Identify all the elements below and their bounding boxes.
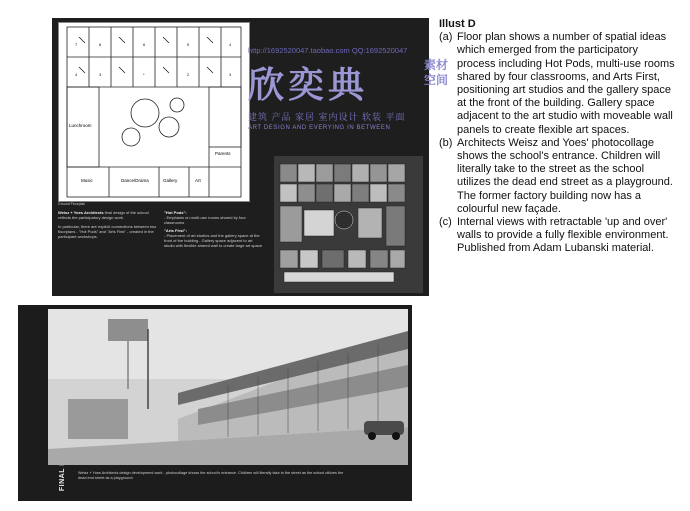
artsfirst-title: "Arts First": bbox=[164, 228, 187, 233]
hotpods-text: - Emphasis on multi-use rooms shared by four classrooms bbox=[164, 215, 246, 225]
item-text: Internal views with retractable 'up and over' walls to provide a fully flexible environment. Published from Adam Lubanski material. bbox=[457, 216, 669, 255]
watermark-url: http://1692520047.taobao.com QQ:1692520047 bbox=[248, 46, 408, 55]
watermark-side-text: 素材 空间 bbox=[424, 58, 449, 87]
illust-title: Illust D bbox=[439, 18, 476, 30]
final-design-caption: Weisz + Yoes Architects design development work - photocollage shows the school's entrance. Children will literally take to the street as the school utilizes the dead end street as a playground. bbox=[78, 471, 344, 480]
building-photocollage bbox=[48, 309, 408, 465]
room-label: Dance/Drama bbox=[121, 178, 149, 183]
watermark-subtitle: 建筑 产品 家居 室内设计 软装 平面 bbox=[248, 112, 406, 122]
item-label: (a) bbox=[439, 31, 453, 44]
item-text: Architects Weisz and Yoes' photocollage shows the school's entrance. Children will literally take to the street as the school utilizes the dead end street as a playground. The former factory building now has a colourful new façade. bbox=[457, 136, 673, 215]
final-design-board bbox=[18, 305, 412, 501]
hotpods-title: "Hot Pods": bbox=[164, 210, 187, 215]
watermark-english: ART DESIGN AND EVERYING IN BETWEEN bbox=[248, 125, 391, 131]
room-label: Music bbox=[81, 178, 93, 183]
svg-text:3: 3 bbox=[99, 72, 102, 77]
room-label: Gallery bbox=[163, 178, 178, 183]
note-bold: Weisz + Yoes Architects bbox=[58, 210, 104, 215]
board-note-left bbox=[58, 210, 158, 239]
illustration-description bbox=[439, 18, 679, 256]
note-text-2: In particular, there are explicit connections between two floorplans - "Hot Pods" and "Arts First" - created in the participant workshops. bbox=[58, 224, 157, 239]
svg-text:7: 7 bbox=[75, 42, 78, 47]
plan-caption: Ground Floorplan bbox=[58, 202, 86, 206]
item-label: (c) bbox=[439, 216, 452, 229]
svg-text:6: 6 bbox=[143, 42, 146, 47]
list-item bbox=[439, 216, 679, 256]
collage-drawing bbox=[274, 156, 423, 293]
room-label: Art bbox=[195, 178, 201, 183]
artsfirst-text: - Placement of art studios and the gallery space at the front of the building - Gallery space adjacent to art studio with flexible shared wall to create large art space bbox=[164, 233, 263, 248]
svg-text:4: 4 bbox=[75, 72, 78, 77]
room-label: Parents bbox=[215, 151, 231, 156]
svg-text:8: 8 bbox=[99, 42, 102, 47]
note-text: final design of the school reflects the participatory design work. bbox=[58, 210, 149, 220]
plan-collage bbox=[274, 156, 423, 293]
svg-text:4: 4 bbox=[229, 42, 232, 47]
watermark-logo: 欣奕典 bbox=[248, 65, 369, 106]
svg-text:*: * bbox=[143, 72, 145, 77]
watermark bbox=[248, 46, 460, 142]
svg-text:5: 5 bbox=[187, 42, 190, 47]
room-label: Lunchroom bbox=[69, 123, 92, 128]
item-label: (b) bbox=[439, 136, 453, 149]
board-note-right bbox=[164, 210, 264, 248]
floor-plan bbox=[58, 22, 250, 202]
item-text: Floor plan shows a number of spatial ideas which emerged from the participatory process including Hot Pods, multi-use rooms shared by four classrooms, and Arts First, positioning art studios and the gallery space at the front of the building. Gallery space adjacent to the art studio with moveable wall panels to create flexible art spaces. bbox=[457, 31, 675, 136]
svg-text:2: 2 bbox=[187, 72, 190, 77]
svg-text:3: 3 bbox=[229, 72, 232, 77]
list-item bbox=[439, 31, 679, 137]
building-drawing bbox=[48, 309, 408, 465]
list-item bbox=[439, 137, 679, 216]
floor-plan-drawing bbox=[59, 23, 249, 201]
